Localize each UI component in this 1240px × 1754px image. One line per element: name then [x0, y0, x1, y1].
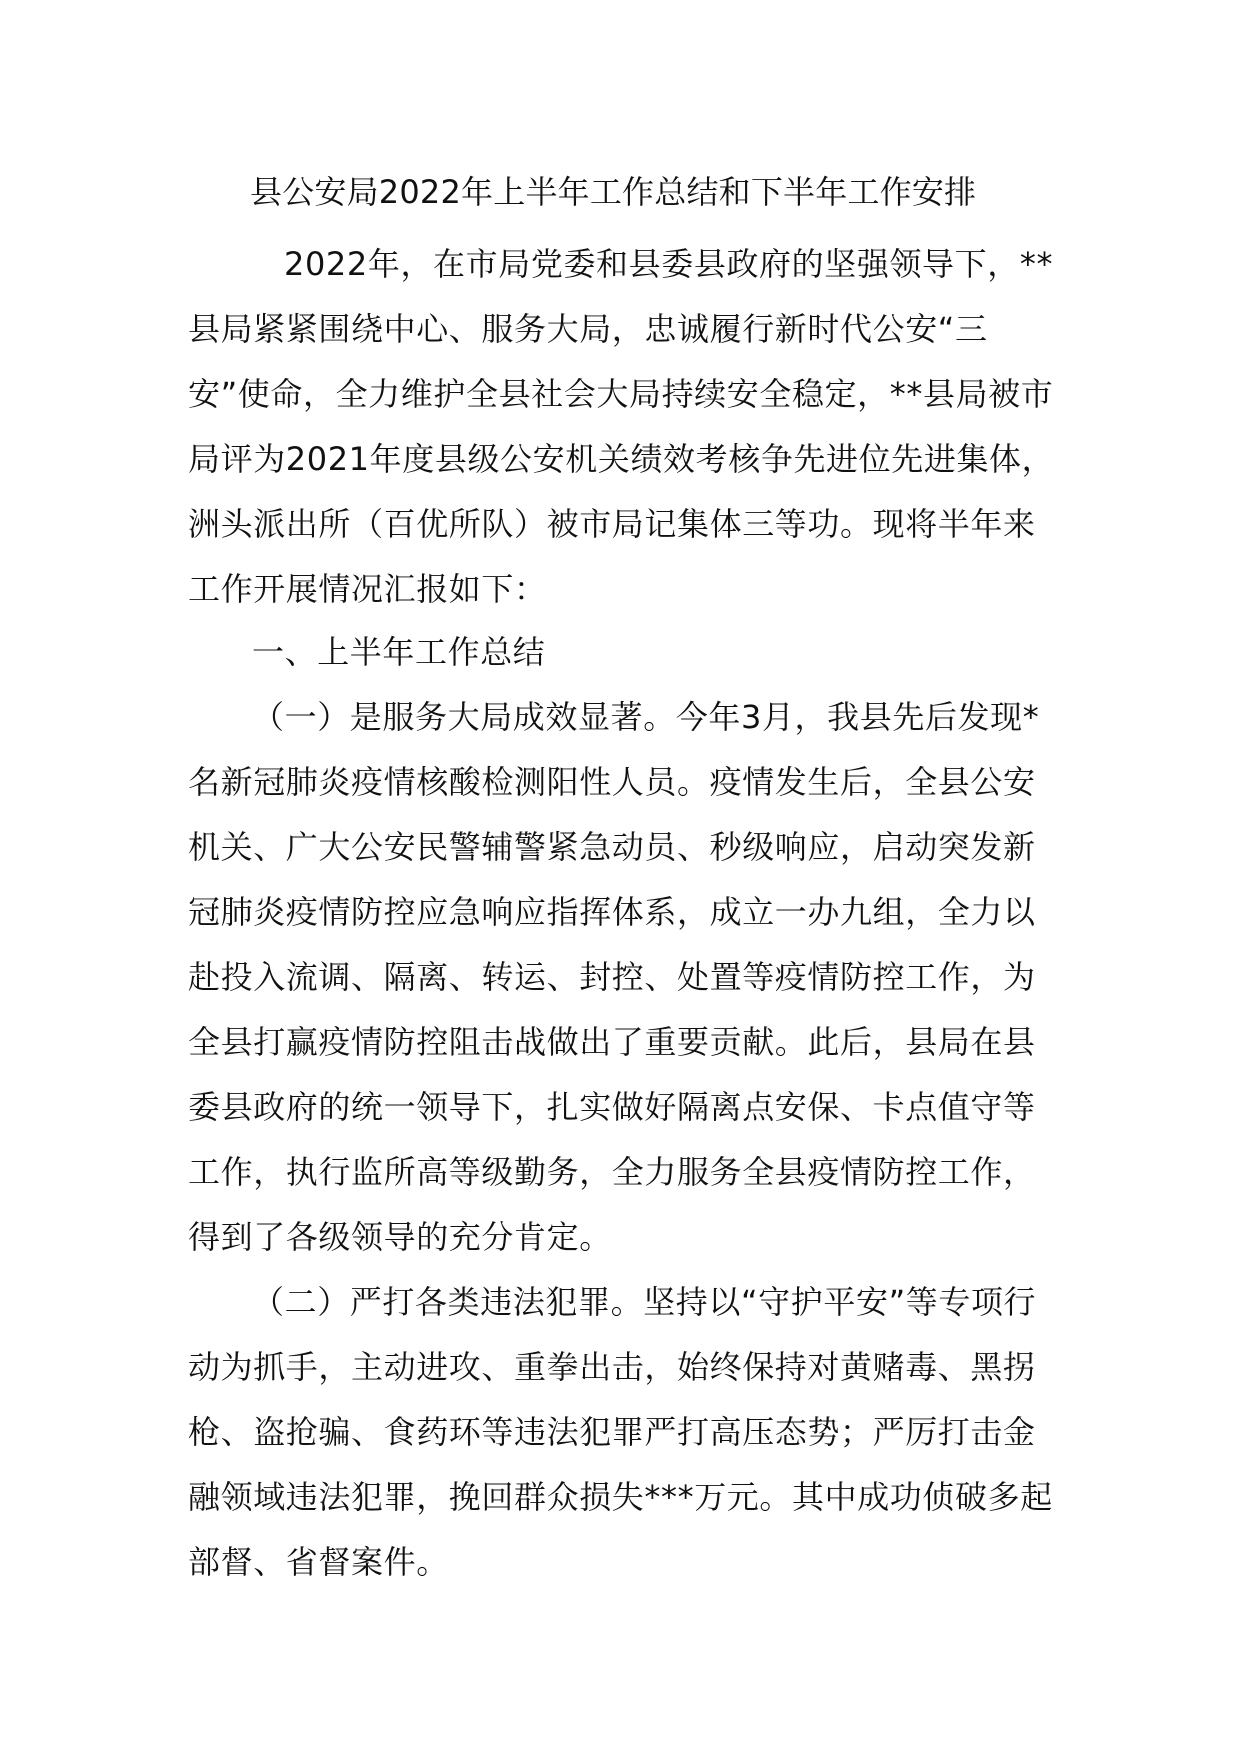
paragraph-serve-overall: （一）是服务大局成效显著。今年3月，我县先后发现*名新冠肺炎疫情核酸检测阳性人员。疫情发生后，全县公安机关、广大公安民警辅警紧急动员、秒级响应，启动突发新冠肺炎疫情防控应急响应指挥体系，成立一办九组，全力以赴投入流调、隔离、转运、封控、处置等疫情防控工作，为全县打赢疫情防控阻击战做出了重要贡献。此后，县局在县委县政府的统一领导下，扎实做好隔离点安保、卡点值守等工作，执行监所高等级勤务，全力服务全县疫情防控工作，得到了各级领导的充分肯定。 — [188, 698, 1040, 1256]
paragraph-crackdown-crime: （二）严打各类违法犯罪。坚持以“守护平安”等专项行动为抓手，主动进攻、重拳出击，始终保持对黄赌毒、黑拐枪、盗抢骗、食药环等违法犯罪严打高压态势；严厉打击金融领域违法犯罪，挽回群众损失***万元。其中成功侦破多起部督、省督案件。 — [188, 1283, 1053, 1581]
section-heading-first-half-summary: 一、上半年工作总结 — [252, 633, 546, 671]
paragraph-intro: 2022年，在市局党委和县委县政府的坚强领导下，**县局紧紧围绕中心、服务大局，忠诚履行新时代公安“三安”使命，全力维护全县社会大局持续安全稳定，**县局被市局评为2021年度县级公安机关绩效考核争先进位先进集体，洲头派出所（百优所队）被市局记集体三等功。现将半年来工作开展情况汇报如下： — [188, 245, 1055, 608]
document-title: 县公安局2022年上半年工作总结和下半年工作安排 — [250, 173, 977, 211]
